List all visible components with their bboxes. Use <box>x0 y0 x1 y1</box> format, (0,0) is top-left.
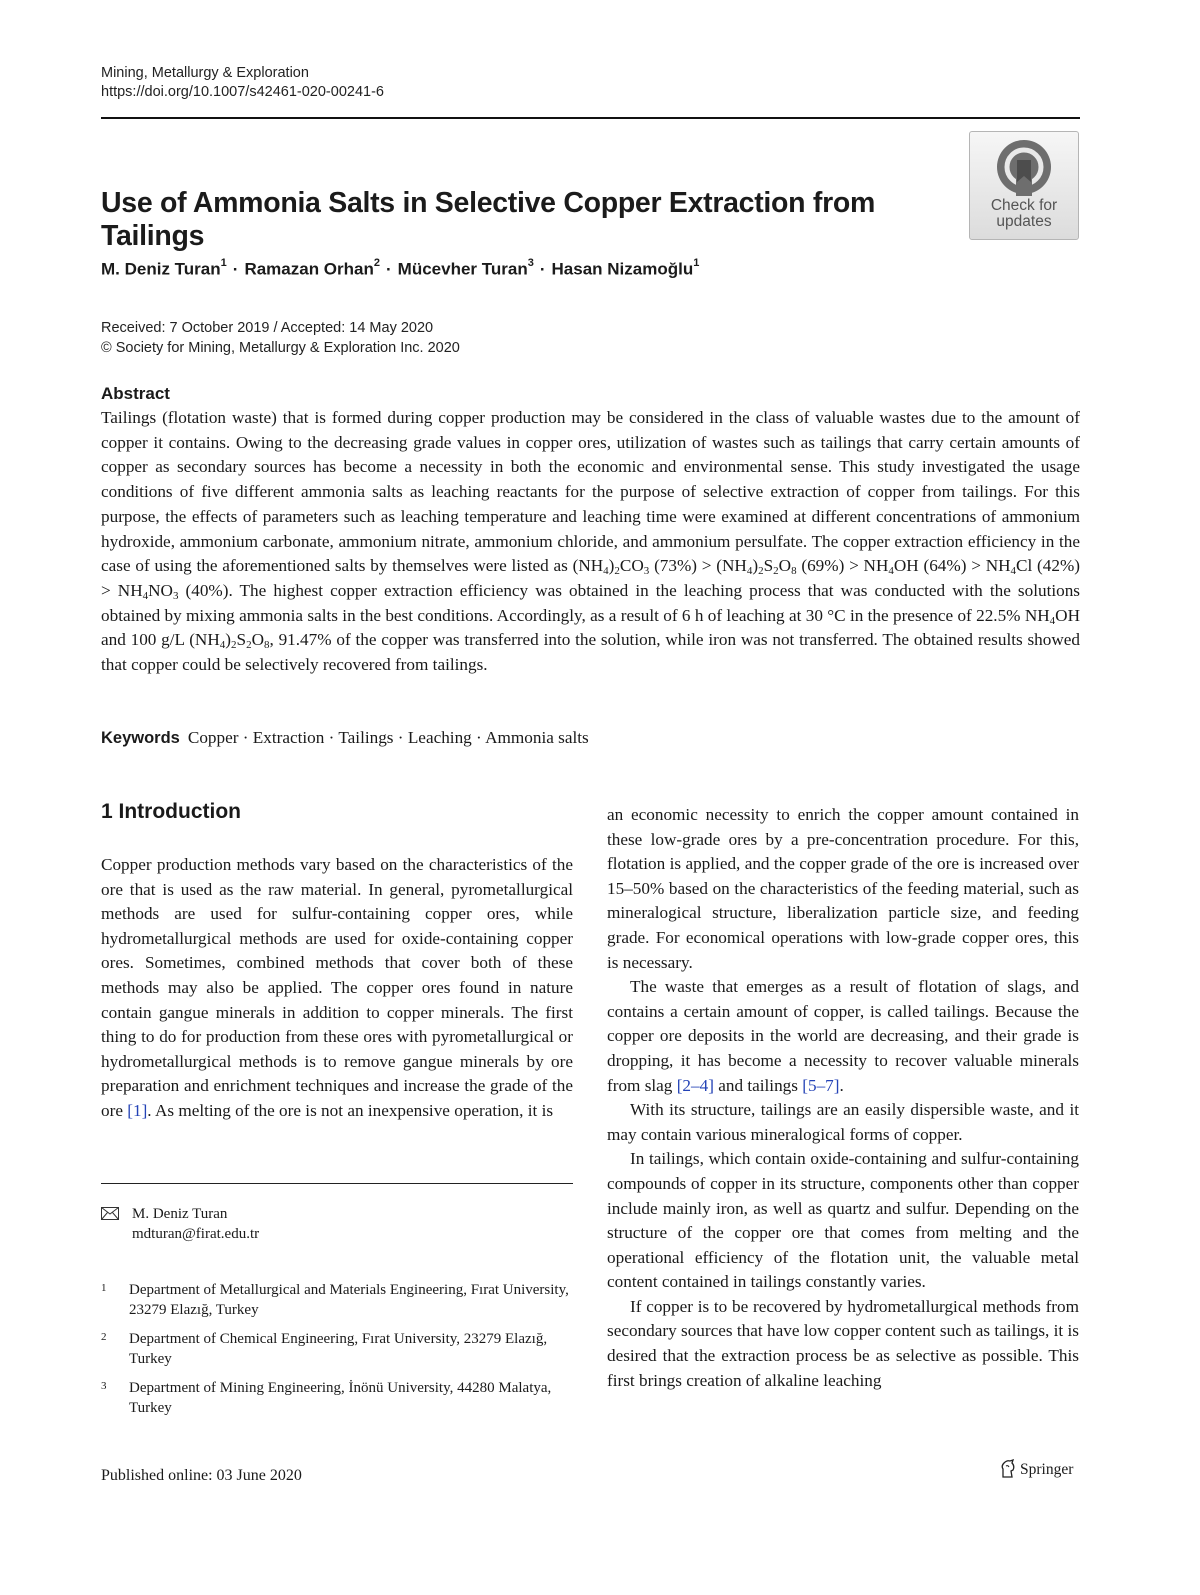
copyright-line <box>101 338 460 358</box>
envelope-icon <box>101 1207 119 1220</box>
formula-ammonium-carbonate: $(NH_4)_2CO_3$ (73%) > <box>572 556 717 578</box>
badge-line-2: updates <box>996 213 1052 230</box>
keywords <box>101 728 589 748</box>
separator-dot: · <box>232 259 239 279</box>
affiliation-text: Department of Metallurgical and Materials Engineering, Fırat University, 23279 Elazığ, Turkey <box>129 1282 569 1318</box>
body-paragraph: The waste that emerges as a result of flotation of slags, and contains a certain amount of copper, is called tailings. Because the copper ore deposits in the world are decreasing, and their grade is dropping, it has become a necessity to recover valuable minerals from slag [2–4] and tailings [5–7]. <box>607 977 1079 1095</box>
badge-line-1: Check for <box>990 197 1058 214</box>
affiliation-text: Department of Mining Engineering, İnönü University, 44280 Malatya, Turkey <box>129 1380 552 1416</box>
body-paragraph: With its structure, tailings are an easily dispersible waste, and it may contain various mineralogical forms of copper. <box>607 1100 1079 1144</box>
check-for-updates-badge[interactable] <box>969 131 1079 240</box>
right-column <box>607 803 1079 1393</box>
received-accepted: Received: 7 October 2019 / Accepted: 14 May 2020 <box>101 320 434 336</box>
contact-email[interactable]: mdturan@firat.edu.tr <box>132 1226 260 1242</box>
journal-name: Mining, Metallurgy & Exploration <box>101 65 309 81</box>
formula-ammonium-nitrate: $NH_4NO_3$ (40%). <box>117 580 233 602</box>
author-affiliation-mark: 1 <box>220 257 227 269</box>
journal-header <box>101 64 384 102</box>
author-name[interactable]: M. Deniz Turan <box>101 259 221 279</box>
springer-horse-icon <box>999 1459 1016 1478</box>
affiliation-text: Department of Chemical Engineering, Fırat University, 23279 Elazığ, Turkey <box>129 1331 548 1367</box>
copyright-text: Society for Mining, Metallurgy & Exploration Inc. 2020 <box>115 340 460 356</box>
citation-link[interactable]: [1] <box>127 1100 148 1120</box>
author-list <box>101 259 699 280</box>
formula-ammonium-persulfate: $(NH_4)_2S_2O_8$ (69%) > <box>716 556 864 578</box>
separator-dot: · <box>539 259 546 279</box>
copyright-icon: © <box>101 340 116 356</box>
author-affiliation-mark: 2 <box>373 257 380 269</box>
abstract-part: OH and 100 g/L (NH <box>101 605 1080 650</box>
left-column <box>101 853 573 1124</box>
contact-name: M. Deniz Turan <box>132 1206 228 1222</box>
doi-link[interactable]: https://doi.org/10.1007/s42461-020-00241-6 <box>101 84 384 100</box>
abstract-part: , 91.47% of the copper was transferred into the solution, while iron was not transferred. The obtained results showed that copper could be selectively recovered from tailings. <box>101 630 1081 675</box>
citation-link[interactable]: [2–4] <box>676 1075 714 1095</box>
separator-dot: · <box>386 259 392 279</box>
abstract-part: The highest copper extraction efficiency was obtained in the leaching process that was conducted with the solutions obtained by mixing ammonia salts in the best conditions. Accordingly, as a result of 6 h of leaching at 30 °C in the presence of 22.5% NH <box>101 580 1080 625</box>
affiliation-number: 1 <box>101 1282 107 1294</box>
abstract-body: Tailings (flotation waste) that is formed during copper production may be considered in the class of valuable wastes due to the amount of copper it contains. Owing to the decreasing grade values in copper ores, utilization of wastes such as tailings that carry certain amounts of copper as secondary sources has become a necessity in both the economic and environmental sense. This study investigated the usage conditions of five different ammonia salts as leaching reactants for the purpose of selective extraction of copper from tailings. For this purpose, the effects of parameters such as leaching temperature and leaching time were examined at different concentrations of ammonium hydroxide, ammonium carbonate, ammonium nitrate, ammonium chloride, and ammonium persulfate. The copper extraction efficiency in the case of using the aforementioned salts by themselves were listed as $(NH_4)_2CO_3$ $(73\%) > (NH_4)_2S_2O_8$ $(69\%) > NH_4OH$ $(64\%) > NH_4Cl$ $(42\%) > NH_4NO_3$ (40%). The highest copper extraction efficiency was obtained in the leaching process that was conducted with the solutions obtained by mixing ammonia salts in the best conditions. Accordingly, as a result of 6 h of leaching at 30 °C in the presence of 22.5% $NH_4OH$ and 100 g/L $(NH_4)_2S_2O_8$, 91.47% of the copper was transferred into the solution, while iron was not transferred. The obtained results showed that copper could be selectively recovered from tailings. <box>101 408 1081 675</box>
citation-link[interactable]: [5–7] <box>802 1075 840 1095</box>
paper-title: Use of Ammonia Salts in Selective Copper Extraction from Tailings <box>101 187 876 252</box>
body-paragraph: an economic necessity to enrich the copper amount contained in these low-grade ores by a pre-concentration procedure. For this, flotation is applied, and the copper grade of the ore is increased over 15–50% based on the characteristics of the feeding material, such as mineralogical structure, liberalization particle size, and feeding grade. For economical operations with low-grade copper ores, this is necessary. <box>607 805 1079 972</box>
affiliation-number: 2 <box>101 1331 107 1343</box>
keywords-list: Copper · Extraction · Tailings · Leaching · Ammonia salts <box>187 728 589 747</box>
article-dates <box>101 318 460 358</box>
publisher-logo <box>999 1459 1073 1479</box>
author-affiliation-mark: 3 <box>527 257 534 269</box>
body-paragraph: If copper is to be recovered by hydrometallurgical methods from secondary sources that have low copper content such as tailings, it is desired that the extraction process be as selective as possible. This first brings creation of alkaline leaching <box>607 1296 1079 1390</box>
formula-ammonium-chloride: $NH_4Cl$ (42%) > <box>101 556 1080 600</box>
body-paragraph: Copper production methods vary based on the characteristics of the ore that is used as the raw material. In general, pyrometallurgical methods are used for sulfur-containing copper ores, while hydrometallurgical methods are used for oxide-containing copper ores. Sometimes, combined methods that cover both of these methods may also be applied. The copper ores found in nature contain gangue minerals in addition to copper minerals. The first thing to do for production from these ores with pyrometallurgical or hydrometallurgical methods is to remove gangue minerals by ore preparation and enrichment techniques and increase the grade of the ore [1]. As melting of the ore is not an inexpensive operation, it is <box>101 855 573 1120</box>
footnote-rule <box>101 1183 573 1184</box>
author-name[interactable]: Ramazan Orhan <box>244 259 374 279</box>
abstract-heading: Abstract <box>101 384 170 403</box>
body-paragraph: In tailings, which contain oxide-containing and sulfur-containing compounds of copper in its structure, components other than copper include mainly iron, as well as quartz and sulfur. Depending on the structure of the copper ore that comes from melting and the operational efficiency of the flotation unit, the valuable metal content contained in tailings constantly varies. <box>607 1149 1079 1292</box>
published-online: Published online: 03 June 2020 <box>101 1467 302 1484</box>
header-rule <box>101 117 1080 119</box>
publisher-name: Springer <box>1020 1461 1074 1478</box>
badge-label <box>970 198 1078 230</box>
author-name[interactable]: Hasan Nizamoğlu <box>551 259 694 279</box>
author-affiliation-mark: 1 <box>693 257 700 269</box>
formula-ammonium-hydroxide: $NH_4OH$ (64%) > <box>863 556 986 578</box>
author-name[interactable]: Mücevher Turan <box>397 259 528 279</box>
check-for-updates-icon <box>995 138 1053 196</box>
affiliation-number: 3 <box>101 1380 107 1392</box>
keywords-label: Keywords <box>101 729 180 747</box>
section-heading-introduction: 1 Introduction <box>101 800 241 823</box>
abstract-part: Tailings (flotation waste) that is formed during copper production may be considered in the class of valuable wastes due to the amount of copper it contains. Owing to the decreasing grade values in copper ores, utilization of wastes such as tailings that carry certain amounts of copper as secondary sources has become a necessity in both the economic and environmental sense. This study investigated the usage conditions of five different ammonia salts as leaching reactants for the purpose of selective extraction of copper from tailings. For this purpose, the effects of parameters such as leaching temperature and leaching time were examined at different concentrations of ammonium hydroxide, ammonium carbonate, ammonium nitrate, ammonium chloride, and ammonium persulfate. The copper extraction efficiency in the case of using the aforementioned salts by themselves were listed as <box>101 408 1080 576</box>
